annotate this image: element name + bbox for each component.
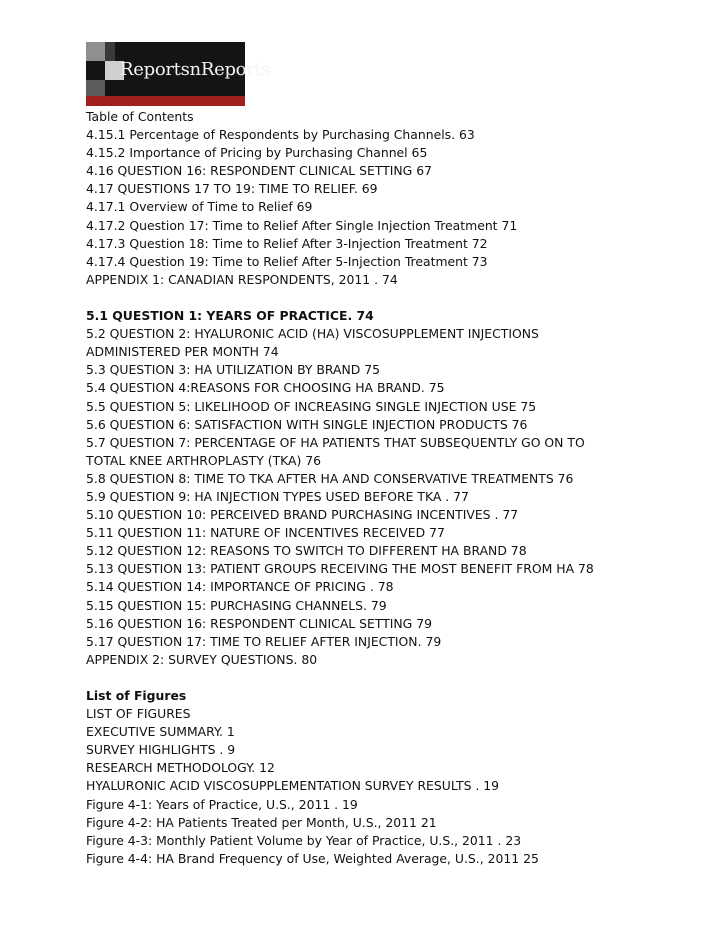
toc-entry: 4.16 QUESTION 16: RESPONDENT CLINICAL SETTING 67 (86, 163, 432, 179)
logo-square (105, 42, 115, 61)
toc-entry: 5.14 QUESTION 14: IMPORTANCE OF PRICING . 78 (86, 579, 394, 595)
toc-entry: 5.17 QUESTION 17: TIME TO RELIEF AFTER INJECTION. 79 (86, 633, 442, 649)
toc-entry: 4.17.1 Overview of Time to Relief 69 (86, 199, 313, 215)
toc-entry: 5.16 QUESTION 16: RESPONDENT CLINICAL SETTING 79 (86, 615, 432, 631)
toc-entry: 4.17.4 Question 19: Time to Relief After 5-Injection Treatment 73 (86, 253, 488, 269)
toc-entry: RESEARCH METHODOLOGY. 12 (86, 760, 275, 776)
section-heading: List of Figures (86, 688, 187, 703)
toc-entry: APPENDIX 2: SURVEY QUESTIONS. 80 (86, 651, 318, 667)
toc-entry: 4.15.2 Importance of Pricing by Purchasing Channel 65 (86, 145, 428, 161)
toc-entry: Figure 4-3: Monthly Patient Volume by Year of Practice, U.S., 2011 . 23 (86, 832, 522, 848)
toc-entry: 4.17 QUESTIONS 17 TO 19: TIME TO RELIEF. 69 (86, 181, 378, 197)
toc-entry: 5.3 QUESTION 3: HA UTILIZATION BY BRAND 75 (86, 362, 381, 378)
toc-entry: ADMINISTERED PER MONTH 74 (86, 344, 279, 360)
toc-entry: Figure 4-1: Years of Practice, U.S., 2011 . 19 (86, 796, 358, 812)
toc-entry: 5.6 QUESTION 6: SATISFACTION WITH SINGLE INJECTION PRODUCTS 76 (86, 416, 528, 432)
toc-entry: 5.13 QUESTION 13: PATIENT GROUPS RECEIVING THE MOST BENEFIT FROM HA 78 (86, 561, 594, 577)
logo-square (86, 42, 105, 61)
toc-entry: 4.17.2 Question 17: Time to Relief After Single Injection Treatment 71 (86, 217, 518, 233)
toc-entry: Figure 4-2: HA Patients Treated per Month, U.S., 2011 21 (86, 814, 437, 830)
toc-entry: 5.4 QUESTION 4:REASONS FOR CHOOSING HA BRAND. 75 (86, 380, 445, 396)
toc-entry: Figure 4-4: HA Brand Frequency of Use, Weighted Average, U.S., 2011 25 (86, 850, 539, 866)
toc-entry: 4.17.3 Question 18: Time to Relief After 3-Injection Treatment 72 (86, 235, 488, 251)
toc-entry: EXECUTIVE SUMMARY. 1 (86, 724, 235, 740)
toc-entry: TOTAL KNEE ARTHROPLASTY (TKA) 76 (86, 452, 322, 468)
logo-text: ReportsnReports (120, 59, 271, 80)
toc-entry: HYALURONIC ACID VISCOSUPPLEMENTATION SURVEY RESULTS . 19 (86, 778, 500, 794)
toc-entry: 4.15.1 Percentage of Respondents by Purchasing Channels. 63 (86, 127, 475, 143)
toc-entry: 5.8 QUESTION 8: TIME TO TKA AFTER HA AND CONSERVATIVE TREATMENTS 76 (86, 470, 574, 486)
toc-entry: 5.10 QUESTION 10: PERCEIVED BRAND PURCHASING INCENTIVES . 77 (86, 507, 519, 523)
logo-red-bar (86, 96, 245, 106)
toc-entry: 5.2 QUESTION 2: HYALURONIC ACID (HA) VISCOSUPPLEMENT INJECTIONS (86, 326, 539, 342)
blank-line (86, 669, 706, 687)
toc-entry: 5.15 QUESTION 15: PURCHASING CHANNELS. 79 (86, 597, 387, 613)
toc-entry: SURVEY HIGHLIGHTS . 9 (86, 742, 236, 758)
section-heading: 5.1 QUESTION 1: YEARS OF PRACTICE. 74 (86, 308, 374, 324)
toc-entry: 5.7 QUESTION 7: PERCENTAGE OF HA PATIENTS THAT SUBSEQUENTLY GO ON TO (86, 434, 585, 450)
toc-entry: APPENDIX 1: CANADIAN RESPONDENTS, 2011 . 74 (86, 271, 398, 287)
reportsnreports-logo (86, 42, 271, 106)
toc-entry: 5.11 QUESTION 11: NATURE OF INCENTIVES RECEIVED 77 (86, 525, 445, 541)
toc-entry: 5.9 QUESTION 9: HA INJECTION TYPES USED BEFORE TKA . 77 (86, 488, 469, 504)
toc-entry: Table of Contents (86, 109, 194, 124)
toc-entry: 5.5 QUESTION 5: LIKELIHOOD OF INCREASING SINGLE INJECTION USE 75 (86, 398, 537, 414)
toc-entry: 5.12 QUESTION 12: REASONS TO SWITCH TO DIFFERENT HA BRAND 78 (86, 543, 527, 559)
toc-entry: LIST OF FIGURES (86, 706, 191, 722)
table-of-contents (86, 108, 706, 868)
blank-line (86, 289, 706, 307)
